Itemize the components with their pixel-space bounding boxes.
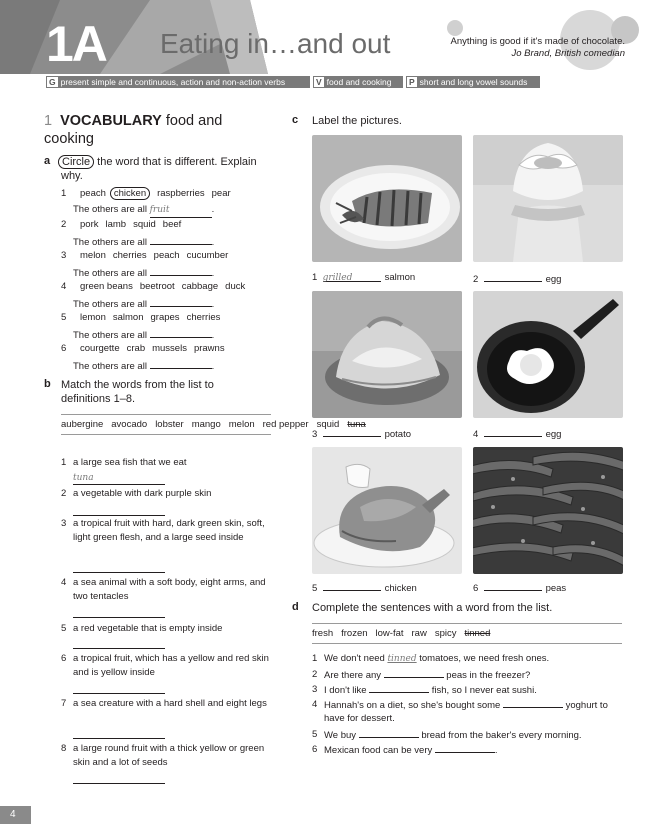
- answer-line[interactable]: [73, 636, 165, 649]
- exercise-b-letter: b: [44, 378, 51, 390]
- picture-label: egg: [545, 429, 562, 440]
- sentence-item: [312, 728, 617, 742]
- item-number: 3: [61, 250, 67, 261]
- answer-line[interactable]: [73, 771, 165, 784]
- list-word: aubergine: [61, 419, 104, 430]
- others-suffix: .: [211, 204, 215, 215]
- section-number: 1: [44, 113, 53, 129]
- list-word: melon: [228, 419, 255, 430]
- list-word: fresh: [312, 628, 334, 639]
- roast-chicken-photo: [312, 447, 462, 574]
- exercise-d-instruction: Complete the sentences with a word from the list.: [312, 602, 553, 614]
- answer-line[interactable]: [73, 503, 165, 516]
- answer-blank[interactable]: [503, 698, 563, 708]
- section-title: [44, 112, 254, 148]
- sentence-after: yoghurt to have for dessert.: [324, 700, 608, 724]
- others-line: [73, 328, 214, 343]
- quote-text: Anything is good if it's made of chocolate.: [450, 36, 625, 47]
- answer-line[interactable]: [73, 560, 165, 573]
- exercise-a-item: [61, 343, 232, 356]
- circle-word: Circle: [58, 155, 94, 169]
- item-number: 2: [312, 669, 318, 680]
- others-suffix: .: [211, 299, 215, 310]
- item-number: 6: [61, 653, 67, 664]
- item-number: 4: [312, 699, 318, 710]
- picture-caption: [312, 427, 411, 441]
- definition-item: [61, 652, 271, 680]
- word: cabbage: [181, 281, 219, 292]
- word: cherries: [112, 250, 147, 261]
- answer-blank[interactable]: [484, 581, 542, 591]
- others-prefix: The others are all: [73, 268, 147, 279]
- definition-text: a tropical fruit with hard, dark green skin, soft, light green flesh, and a large seed inside: [73, 518, 265, 543]
- item-number: 6: [61, 343, 67, 354]
- sentence-item: [312, 652, 617, 666]
- definition-item: [61, 576, 271, 604]
- others-suffix: .: [211, 237, 215, 248]
- word: cherries: [186, 312, 221, 323]
- definition-text: a large round fruit with a thick yellow or green skin and a lot of seeds: [73, 743, 265, 768]
- exercise-a-letter: a: [44, 155, 51, 167]
- definition-item: [61, 622, 271, 636]
- item-number: 6: [312, 744, 318, 755]
- answer-blank[interactable]: [150, 359, 212, 369]
- sentence-item: [312, 668, 617, 682]
- word: squid: [133, 219, 156, 230]
- picture-number: 1: [312, 272, 318, 283]
- exercise-a-item: [61, 281, 252, 294]
- sentence-after: fish, so I never eat sushi.: [429, 685, 537, 696]
- item-number: 2: [61, 219, 67, 230]
- word: peach: [80, 188, 106, 199]
- vocabulary-bar: [313, 76, 403, 88]
- word: cucumber: [186, 250, 229, 261]
- picture-caption: [473, 272, 561, 286]
- others-prefix: The others are all: [73, 361, 147, 372]
- sentence-before: We don't need: [324, 653, 388, 664]
- definition-text: a large sea fish that we eat: [73, 457, 187, 468]
- word: lemon: [80, 312, 106, 323]
- picture-label: potato: [384, 429, 411, 440]
- page-number: 4: [0, 806, 31, 824]
- sentence-after: peas in the freezer?: [443, 670, 531, 681]
- picture-caption: [312, 581, 417, 595]
- item-number: 1: [61, 457, 67, 468]
- word: pear: [211, 188, 231, 199]
- exercise-b-word-list: [61, 414, 366, 435]
- item-number: 3: [312, 684, 318, 695]
- exercise-a-instruction-rest: the word that is different. Explain why.: [61, 156, 257, 182]
- section-title-rest: food and cooking: [44, 113, 223, 147]
- unit-title: Eating in…and out: [160, 28, 391, 59]
- exercise-d-letter: d: [292, 601, 299, 613]
- item-number: 7: [61, 698, 67, 709]
- word: grapes: [150, 312, 180, 323]
- answer-blank[interactable]: [484, 272, 542, 282]
- definition-text: a vegetable with dark purple skin: [73, 488, 212, 499]
- answer-blank[interactable]: [484, 427, 542, 437]
- item-number: 1: [312, 653, 318, 664]
- picture-number: 4: [473, 429, 479, 440]
- picture-number: 3: [312, 429, 318, 440]
- item-number: 1: [61, 188, 67, 199]
- grilled-salmon-photo: [312, 135, 462, 262]
- sentence-before: Hannah's on a diet, so she's bought some: [324, 700, 503, 711]
- item-number: 4: [61, 281, 67, 292]
- definition-item: [61, 456, 271, 470]
- baked-potato-photo: [312, 291, 462, 418]
- list-word: lobster: [155, 419, 184, 430]
- sentence-item: [312, 698, 617, 725]
- picture-caption: [473, 427, 561, 441]
- sentence-item: [312, 683, 617, 697]
- section-title-bold: VOCABULARY: [60, 113, 162, 129]
- answer-blank[interactable]: [369, 683, 429, 693]
- word: beetroot: [139, 281, 175, 292]
- others-suffix: .: [211, 268, 215, 279]
- definition-text: a red vegetable that is empty inside: [73, 623, 223, 634]
- word: duck: [225, 281, 246, 292]
- sentence-after: .: [494, 745, 498, 756]
- boiled-egg-photo: [473, 135, 623, 262]
- exercise-c-instruction: Label the pictures.: [312, 115, 402, 127]
- item-number: 4: [61, 577, 67, 588]
- others-prefix: The others are all: [73, 237, 147, 248]
- definition-item: [61, 517, 271, 545]
- word: prawns: [193, 343, 225, 354]
- steamed-peas-photo: [473, 447, 623, 574]
- answer-line[interactable]: [73, 681, 165, 694]
- item-number: 5: [61, 623, 67, 634]
- sentence-before: I don't like: [324, 685, 370, 696]
- others-suffix: .: [211, 330, 215, 341]
- answer-blank[interactable]: [384, 668, 444, 678]
- sentence-before: We buy: [324, 730, 359, 741]
- others-line: [73, 359, 214, 374]
- picture-label: egg: [545, 274, 562, 285]
- item-number: 8: [61, 743, 67, 754]
- sentence-before: Mexican food can be very: [324, 745, 435, 756]
- others-prefix: The others are all: [73, 204, 147, 215]
- others-line: [73, 266, 214, 281]
- picture-number: 6: [473, 583, 479, 594]
- struck-word: tinned: [464, 628, 491, 639]
- exercise-b-instruction: Match the words from the list to definitions 1–8.: [61, 379, 214, 405]
- picture-label: salmon: [384, 272, 416, 283]
- word: green beans: [80, 281, 133, 292]
- answer-blank[interactable]: [323, 427, 381, 437]
- word: mussels: [152, 343, 187, 354]
- item-number: 3: [61, 518, 67, 529]
- item-number: 2: [61, 488, 67, 499]
- definition-text: a sea animal with a soft body, eight arms, and two tentacles: [73, 577, 266, 602]
- unit-header: [0, 0, 665, 92]
- pronunciation-tag: P: [409, 77, 415, 87]
- definition-item: [61, 742, 271, 770]
- sentence-after: bread from the baker's every morning.: [418, 730, 582, 741]
- picture-caption: [473, 581, 566, 595]
- vocabulary-tag: V: [316, 77, 322, 87]
- quote-author: Jo Brand, British comedian: [511, 48, 625, 59]
- picture-number: 2: [473, 274, 479, 285]
- list-word: spicy: [434, 628, 457, 639]
- exercise-a-item: [61, 188, 238, 201]
- others-line: [73, 235, 214, 250]
- struck-word: tuna: [347, 419, 366, 430]
- pronunciation-bar: [406, 76, 540, 88]
- list-word: frozen: [341, 628, 368, 639]
- answer-blank[interactable]: [359, 728, 419, 738]
- exercise-a-item: [61, 312, 227, 325]
- others-line: [73, 297, 214, 312]
- picture-number: 5: [312, 583, 318, 594]
- answer-blank[interactable]: [150, 266, 212, 276]
- exercise-a-item: [61, 250, 235, 263]
- definition-text: a sea creature with a hard shell and eight legs: [73, 698, 267, 709]
- sentence-before: Are there any: [324, 670, 384, 681]
- answer-blank[interactable]: [150, 235, 212, 245]
- quote: [451, 36, 626, 60]
- exercise-d-word-list: [312, 623, 622, 644]
- unit-number: 1A: [46, 16, 106, 72]
- word: crab: [126, 343, 146, 354]
- word: lamb: [105, 219, 127, 230]
- answer-blank[interactable]: [323, 581, 381, 591]
- circled-word: chicken: [110, 187, 150, 200]
- answer-blank[interactable]: [435, 743, 495, 753]
- definition-item: [61, 697, 271, 711]
- exercise-a-instruction: [61, 155, 261, 183]
- sentence-item: [312, 743, 617, 757]
- grammar-bar: [46, 76, 310, 88]
- word: beef: [162, 219, 182, 230]
- others-prefix: The others are all: [73, 299, 147, 310]
- answer-line[interactable]: [73, 726, 165, 739]
- answer-blank[interactable]: [150, 328, 212, 338]
- handwritten-answer: tinned: [387, 654, 417, 664]
- list-word: raw: [411, 628, 427, 639]
- list-word: low-fat: [375, 628, 404, 639]
- picture-label: chicken: [384, 583, 417, 594]
- exercise-a-item: [61, 219, 188, 232]
- fried-egg-photo: [473, 291, 623, 418]
- picture-label: peas: [545, 583, 567, 594]
- answer-blank[interactable]: [150, 297, 212, 307]
- definition-item: [61, 487, 271, 501]
- list-word: red pepper: [262, 419, 309, 430]
- picture-caption: [312, 272, 415, 284]
- answer-line[interactable]: [73, 472, 165, 485]
- pronunciation-text: short and long vowel sounds: [419, 77, 528, 87]
- word: raspberries: [157, 188, 205, 199]
- others-suffix: .: [211, 361, 215, 372]
- list-word: avocado: [111, 419, 148, 430]
- others-line: [73, 204, 214, 218]
- list-word: squid: [316, 419, 340, 430]
- grammar-text: present simple and continuous, action and non-action verbs: [60, 77, 286, 87]
- others-prefix: The others are all: [73, 330, 147, 341]
- definition-text: a tropical fruit, which has a yellow and red skin and is yellow inside: [73, 653, 269, 678]
- word: salmon: [112, 312, 144, 323]
- word: peach: [153, 250, 180, 261]
- grammar-tag: G: [49, 77, 56, 87]
- answer-line[interactable]: [73, 605, 165, 618]
- word: courgette: [80, 343, 120, 354]
- word: melon: [80, 250, 106, 261]
- item-number: 5: [312, 729, 318, 740]
- handwritten-answer: fruit: [149, 205, 170, 215]
- item-number: 5: [61, 312, 67, 323]
- sentence-after: tomatoes, we need fresh ones.: [416, 653, 550, 664]
- list-word: mango: [191, 419, 221, 430]
- handwritten-answer: tuna: [73, 473, 94, 483]
- handwritten-answer: grilled: [322, 273, 353, 283]
- exercise-c-letter: c: [292, 114, 299, 126]
- word: pork: [80, 219, 99, 230]
- vocabulary-text: food and cooking: [326, 77, 392, 87]
